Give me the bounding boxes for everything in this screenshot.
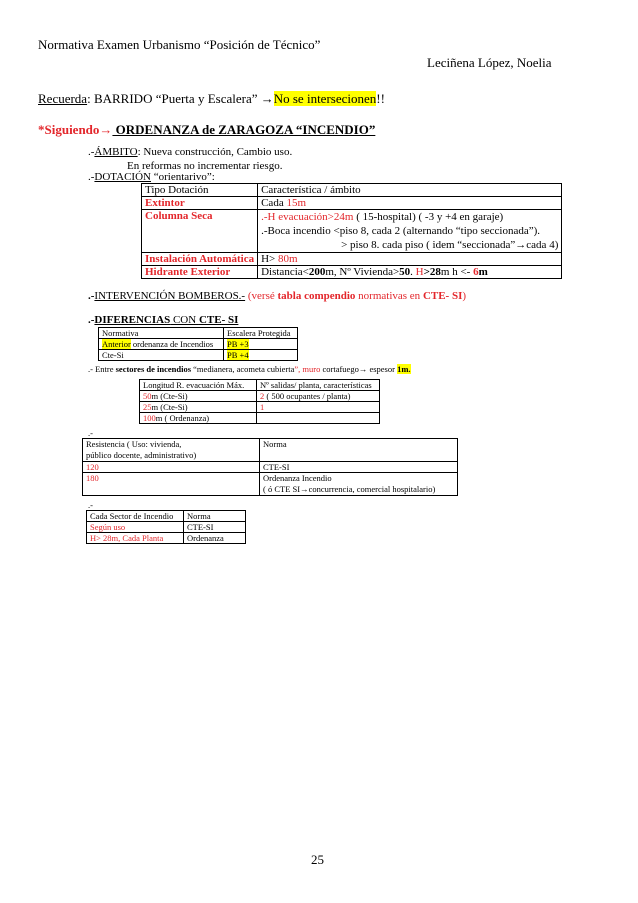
dotacion-prefix: .- [88, 171, 95, 183]
dotacion-label: DOTACIÓN [94, 171, 151, 183]
table-cell: 50m (Cte-Si) [140, 391, 257, 402]
table-cell: 25m (Cte-Si) [140, 402, 257, 413]
table-header: Nº salidas/ planta, características [257, 380, 380, 391]
table-cell: 180 [83, 473, 260, 496]
arrow-icon: → [260, 91, 274, 106]
diferencias-line: .-DIFERENCIAS CON CTE- SI [88, 314, 239, 326]
table-header: Característica / ámbito [258, 184, 562, 197]
diferencias-label: DIFERENCIAS [94, 314, 171, 326]
table-cell: Anterior ordenanza de Incendios [99, 339, 224, 350]
table-cell: Según uso [87, 522, 184, 533]
table-cell: 100m ( Ordenanza) [140, 413, 257, 424]
siguiendo-label: *Siguiendo [38, 122, 100, 137]
table-cell: PB +3 [224, 339, 298, 350]
sector-dash: .- [88, 500, 93, 510]
table-cell: 120 [83, 462, 260, 473]
table-cell: Columna Seca [142, 210, 258, 253]
resistencia-dash: .- [88, 428, 93, 438]
page-number: 25 [311, 852, 324, 867]
table-header: Cada Sector de Incendio [87, 511, 184, 522]
table-cell: Ordenanza [184, 533, 246, 544]
arrow-icon: → [358, 364, 368, 374]
document-title: Normativa Examen Urbanismo “Posición de Técnico” [38, 37, 321, 52]
table-cell: CTE-SI [184, 522, 246, 533]
recuerda-text: : BARRIDO “Puerta y Escalera” [87, 91, 261, 106]
author-name: Leciñena López, Noelia [427, 55, 552, 70]
escalera-table [98, 327, 298, 361]
ambito-line [88, 146, 292, 158]
table-cell: Distancia<200m, Nº Vivienda>50. H>28m h <- 6m [258, 266, 562, 279]
table-cell: Extintor [142, 197, 258, 210]
dotacion-line [88, 171, 215, 183]
table-cell: CTE-SI [260, 462, 458, 473]
table-cell: H> 28m, Cada Planta [87, 533, 184, 544]
table-cell: H> 80m [258, 253, 562, 266]
ambito-label: ÁMBITO [94, 146, 138, 158]
table-cell: Hidrante Exterior [142, 266, 258, 279]
table-cell: Cada 15m [258, 197, 562, 210]
longitud-table [139, 379, 380, 424]
table-cell: .-H evacuación>24m ( 15-hospital) ( -3 y +4 en garaje) .-Boca incendio <piso 8, cada 2 (alternando “tipo seccionada”). > piso 8. cada piso ( idem “seccionada”→cada 4) [258, 210, 562, 253]
table-cell: Instalación Automática [142, 253, 258, 266]
arrow-icon: → [99, 122, 113, 137]
table-header: Resistencia ( Uso: vivienda, público docente, administrativo) [83, 439, 260, 462]
dotacion-text: “orientarivo”: [150, 171, 215, 183]
sector-table [86, 510, 246, 544]
table-cell: PB +4 [224, 350, 298, 361]
table-cell: 1 [257, 402, 380, 413]
dotacion-table [141, 183, 562, 279]
intervencion-line: .-INTERVENCIÓN BOMBEROS.- (versé tabla compendio normativas en CTE- SI) [88, 290, 467, 302]
intervencion-label: INTERVENCIÓN BOMBEROS.- [94, 290, 246, 302]
recuerda-label: Recuerda [38, 91, 88, 106]
table-header: Norma [260, 439, 458, 462]
recuerda-highlight: No se intersecionen [273, 91, 377, 106]
table-header: Tipo Dotación [142, 184, 258, 197]
arrow-icon: → [515, 239, 527, 251]
ambito-text: : Nueva construcción, Cambio uso. [137, 146, 293, 158]
table-cell: Ordenanza Incendio ( ó CTE SI→concurrencia, comercial hospitalario) [260, 473, 458, 496]
table-cell [257, 413, 380, 424]
siguiendo-title: ORDENANZA de ZARAGOZA “INCENDIO” [112, 122, 376, 137]
table-header: Normativa [99, 328, 224, 339]
siguiendo-heading [38, 122, 375, 138]
table-cell: Cte-Si [99, 350, 224, 361]
table-header: Norma [184, 511, 246, 522]
table-header: Escalera Protegida [224, 328, 298, 339]
sectores-line: .- Entre sectores de incendios “medianera, acometa cubierta”, muro cortafuego→ espesor 1m. [88, 364, 411, 374]
resistencia-table [82, 438, 458, 496]
recuerda-line [38, 91, 385, 107]
ambito-line2: En reformas no incrementar riesgo. [127, 160, 283, 172]
recuerda-end: !! [376, 91, 385, 106]
table-header: Longitud R. evacuación Máx. [140, 380, 257, 391]
arrow-icon: → [300, 484, 309, 494]
table-cell: 2 ( 500 ocupantes / planta) [257, 391, 380, 402]
ambito-prefix: .- [88, 146, 95, 158]
